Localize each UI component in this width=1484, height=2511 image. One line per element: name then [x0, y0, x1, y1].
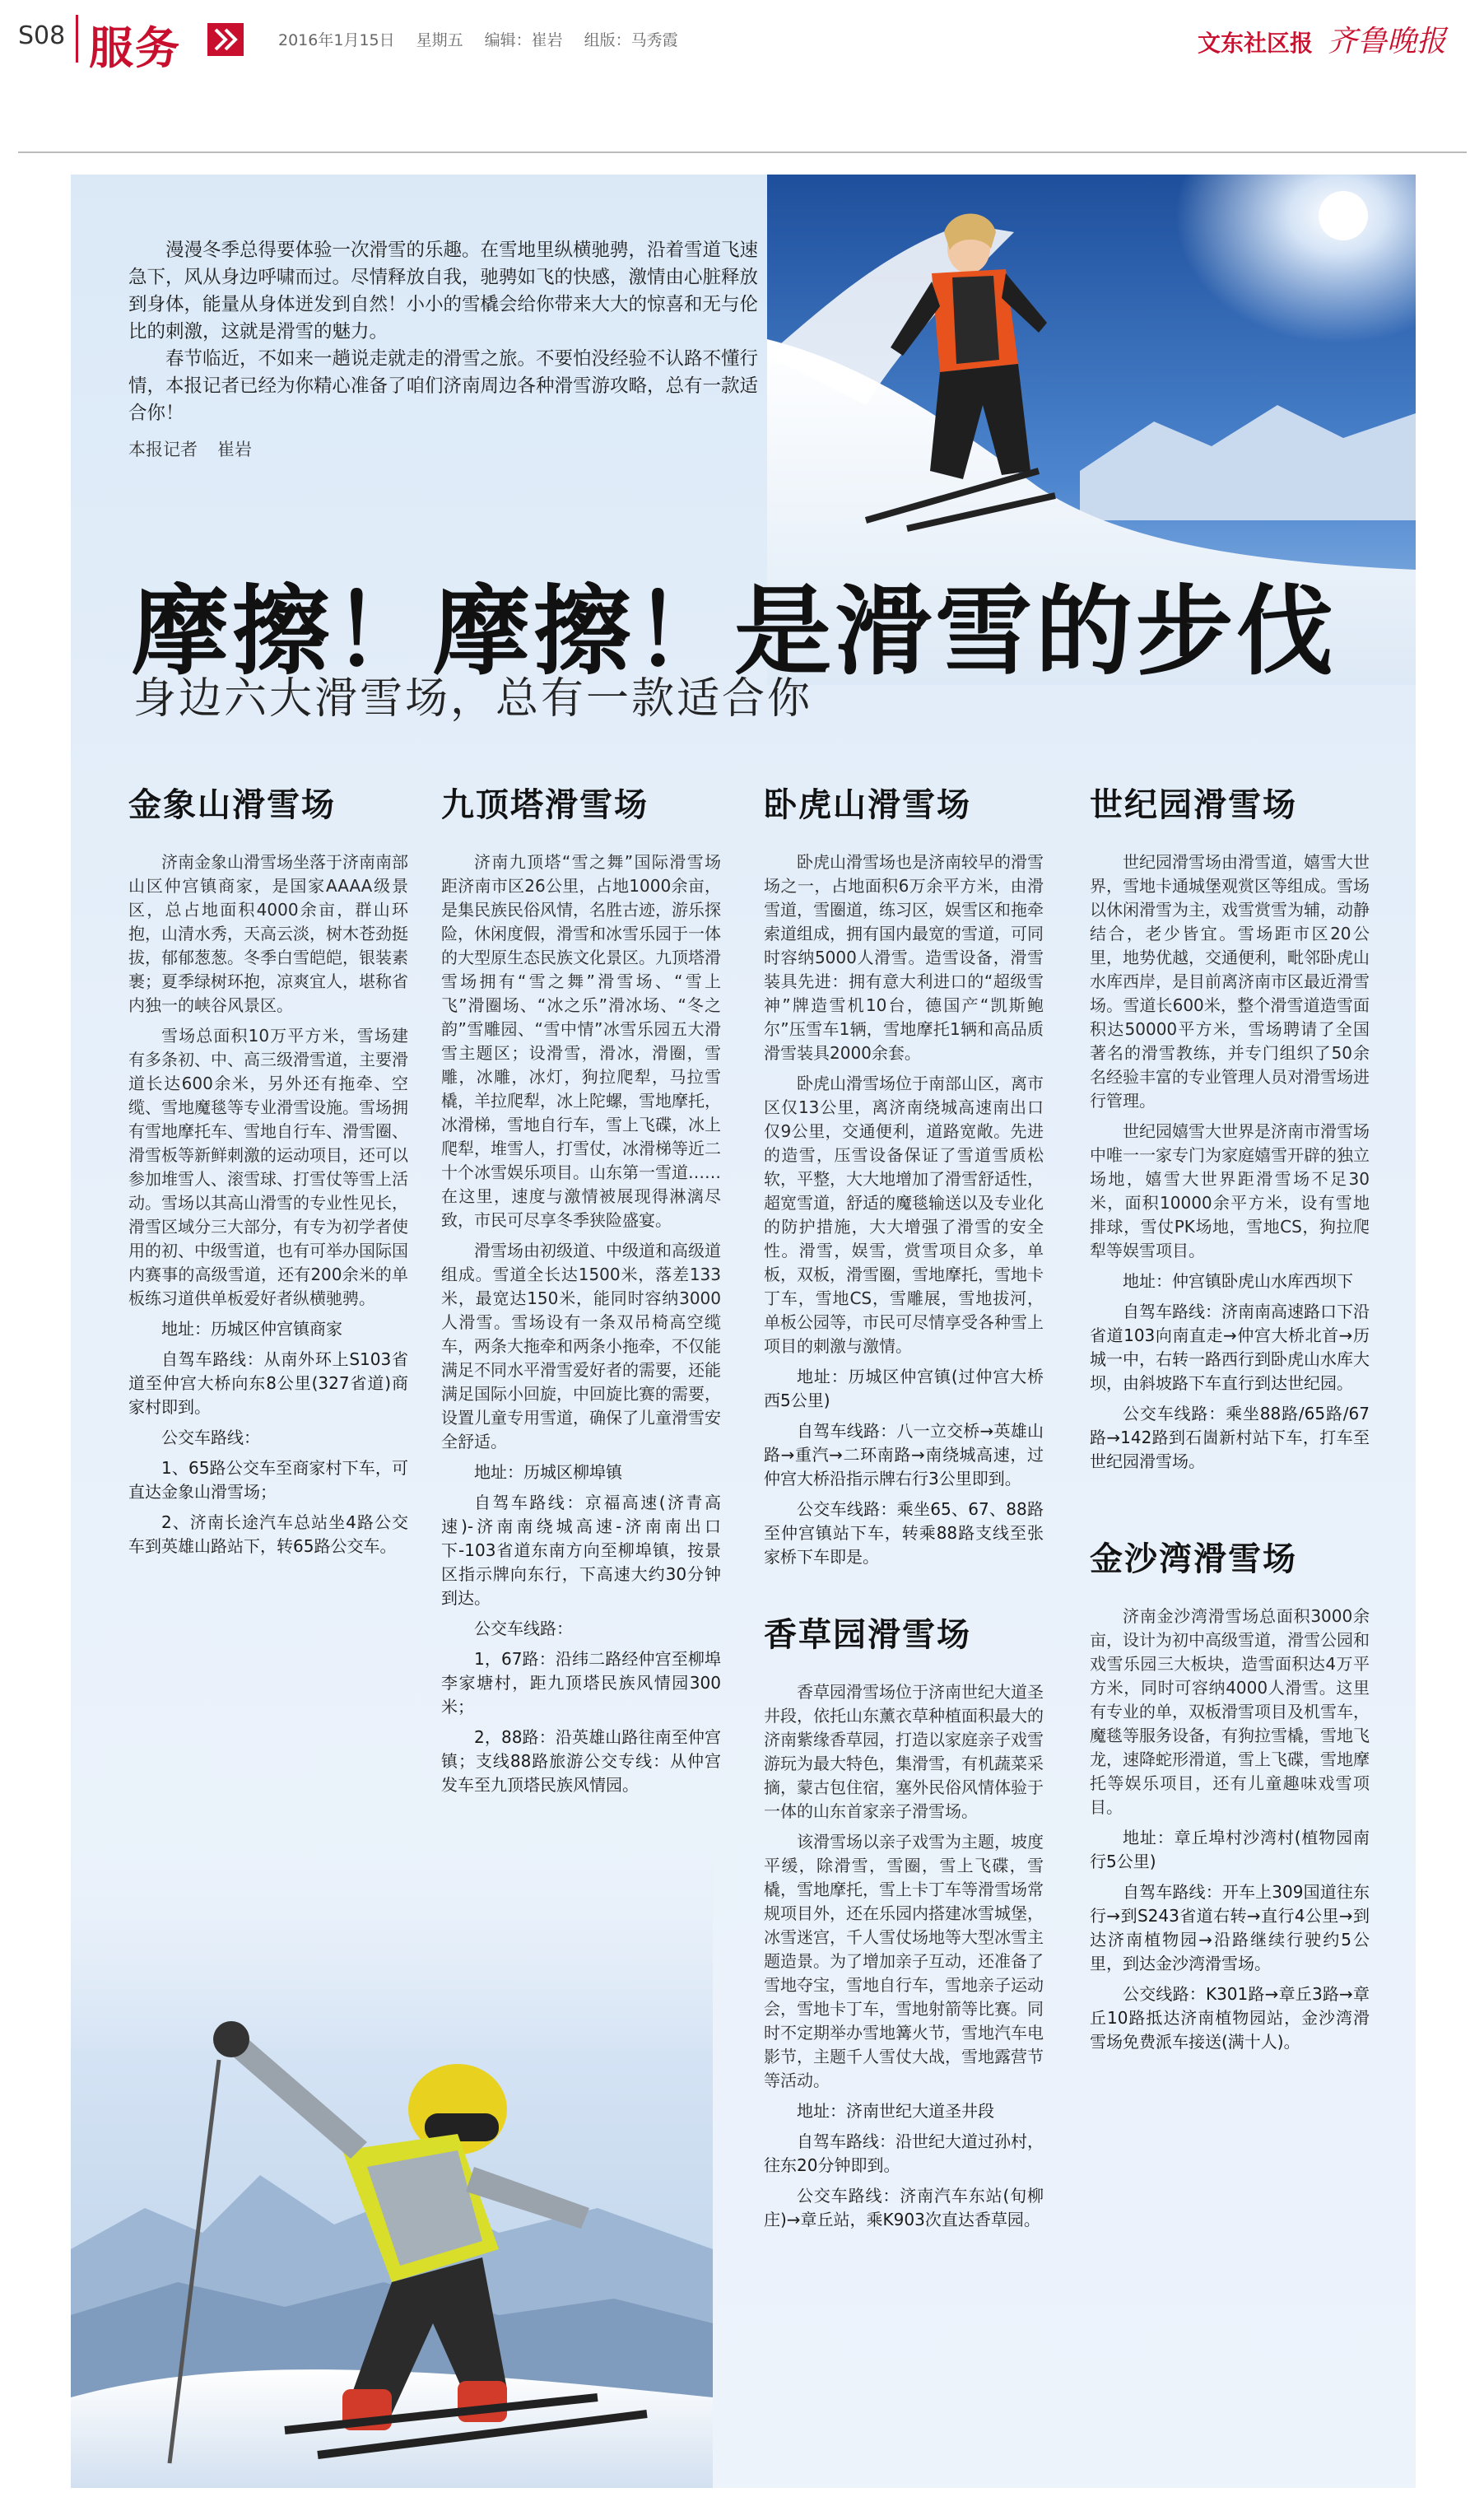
resort-xiangcaoyuan — [764, 1616, 1044, 2238]
resort-title: 九顶塔滑雪场 — [441, 786, 649, 824]
resort-address: 地址：历城区仲宫镇商家 — [161, 1319, 342, 1339]
resort-wohu — [764, 786, 1044, 1576]
resort-bus-route: 公交车线路：乘坐88路/65路/67路→142路到石崮新村站下车，打车至世纪园滑雪场。 — [1090, 1404, 1370, 1471]
resort-jiudingta — [441, 786, 721, 1804]
byline — [128, 436, 252, 461]
resort-paragraph: 该滑雪场以亲子戏雪为主题，坡度平缓，除滑雪，雪圈，雪上飞碟，雪橇，雪地摩托，雪上卡丁车等滑雪场常规项目外，还在乐园内搭建冰雪城堡，冰雪迷宫，千人雪仗场地等大型冰雪主题造景。为了增加亲子互动，还准备了雪地夺宝，雪地自行车，雪地亲子运动会，雪地卡丁车，雪地射箭等比赛。同时不定期举办雪地篝火节，雪地汽车电影节，主题千人雪仗大战，雪地露营节等活动。 — [764, 1832, 1044, 2090]
resort-paragraph: 滑雪场由初级道、中级道和高级道组成。雪道全长达1500米，落差133米，最宽达150米，能同时容纳3000人滑雪。雪场设有一条双吊椅高空缆车，两条大拖牵和两条小拖牵，不仅能满足不同水平滑雪爱好者的需要，还能满足国际小回旋，中回旋比赛的需要，设置儿童专用雪道，确保了儿童滑雪安全舒适。 — [441, 1241, 721, 1451]
resort-bus-route: 公交车线路：乘坐65、67、88路至仲宫镇站下车，转乘88路支线至张家桥下车即是。 — [764, 1499, 1044, 1567]
intro-text — [128, 237, 770, 427]
resort-jinxiang — [128, 786, 408, 1565]
issue-designer: 组版：马秀霞 — [584, 31, 678, 49]
headline-subtitle: 身边六大滑雪场，总有一款适合你 — [133, 674, 813, 724]
issue-editor: 编辑：崔岩 — [484, 31, 563, 49]
resort-drive-route: 自驾车路线：京福高速(济青高速)-济南南绕城高速-济南南出口下-103省道东南方向至柳埠镇，按景区指示牌向东行，下高速大约30分钟到达。 — [441, 1493, 721, 1608]
masthead-brand: 文东社区报 — [1197, 30, 1313, 57]
intro-paragraph: 漫漫冬季总得要体验一次滑雪的乐趣。在雪地里纵横驰骋，沿着雪道飞速急下，风从身边呼啸而过。尽情释放自我，驰骋如飞的快感，激情由心脏释放到身体，能量从身体迸发到自然！小小的雪橇会给你带来大大的惊喜和无与伦比的刺激，这就是滑雪的魅力。 — [128, 240, 759, 342]
resort-paragraph: 济南金沙湾滑雪场总面积3000余亩，设计为初中高级雪道，滑雪公园和戏雪乐园三大板块，造雪面积达4万平方米，同时可容纳4000人滑雪。这里有专业的单，双板滑雪项目及机雪车，魔毯等服务设备，有狗拉雪橇，雪地飞龙，速降蛇形滑道，雪上飞碟，雪地摩托等娱乐项目，还有儿童趣味戏雪项目。 — [1090, 1606, 1370, 1817]
resort-bus-title: 公交车路线： — [161, 1428, 260, 1447]
resort-address: 地址：历城区仲宫镇(过仲宫大桥西5公里) — [764, 1367, 1044, 1410]
resort-paragraph: 济南九顶塔“雪之舞”国际滑雪场距济南市区26公里，占地1000余亩，是集民族民俗风情，名胜古迹，游乐探险，休闲度假，滑雪和冰雪乐园于一体的大型原生态民族文化景区。九顶塔滑雪场拥有“雪之舞”滑雪场、“雪上飞”滑圈场、“冰之乐”滑冰场、“冬之韵”雪雕园、“雪中情”冰雪乐园五大滑雪主题区；设滑雪，滑冰，滑圈，雪雕，冰雕，冰灯，狗拉爬犁，马拉雪橇，羊拉爬犁，冰上陀螺，雪地摩托，冰滑梯，雪地自行车，雪上飞碟，冰上爬犁，堆雪人，打雪仗，冰滑梯等近二十个冰雪娱乐项目。山东第一雪道……在这里，速度与激情被展现得淋漓尽致，市民可尽享冬季狭险盛宴。 — [441, 852, 721, 1230]
resort-title: 香草园滑雪场 — [764, 1616, 971, 1654]
section-arrow-icon — [207, 23, 244, 56]
headline-title: 摩擦！摩擦！是滑雪的步伐 — [132, 575, 1337, 688]
resort-bus-route: 公交车路线：济南汽车东站(旬柳庄)→章丘站，乘K903次直达香草园。 — [764, 2186, 1044, 2229]
resort-shijiyuan — [1090, 786, 1370, 1480]
section-title: 服务 — [89, 22, 181, 74]
issue-date: 2016年1月15日 — [278, 31, 395, 49]
masthead — [1198, 18, 1446, 60]
resort-title: 卧虎山滑雪场 — [764, 786, 971, 824]
resort-title: 金象山滑雪场 — [128, 786, 336, 824]
header-divider — [76, 15, 78, 63]
resort-title: 世纪园滑雪场 — [1090, 786, 1297, 824]
resort-bus-title: 公交车线路： — [474, 1619, 573, 1638]
resort-drive-route: 自驾车路线：沿世纪大道过孙村，往东20分钟即到。 — [764, 2131, 1044, 2175]
resort-title: 金沙湾滑雪场 — [1090, 1540, 1297, 1578]
resort-paragraph: 世纪园滑雪场由滑雪道，嬉雪大世界，雪地卡通城堡观赏区等组成。雪场以休闲滑雪为主，戏雪赏雪为辅，动静结合，老少皆宜。雪场距市区20公里，地势优越，交通便利，毗邻卧虎山水库西岸，是目前离济南市区最近滑雪场。雪道长600米，整个滑雪道造雪面积达50000平方米，雪场聘请了全国著名的滑雪教练，并专门组织了50余名经验丰富的专业管理人员对滑雪场进行管理。 — [1090, 852, 1370, 1111]
header-rule — [18, 151, 1467, 153]
resort-bus-route: 公交线路：K301路→章丘3路→章丘10路抵达济南植物园站，金沙湾滑雪场免费派车接送(满十人)。 — [1090, 1984, 1370, 2052]
issue-weekday: 星期五 — [416, 31, 463, 49]
resort-paragraph: 香草园滑雪场位于济南世纪大道圣井段，依托山东薰衣草种植面积最大的济南紫缘香草园，打造以家庭亲子戏雪游玩为最大特色，集滑雪，有机蔬菜采摘，蒙古包住宿，塞外民俗风情体验于一体的山东首家亲子滑雪场。 — [764, 1682, 1044, 1821]
resort-drive-route: 自驾车路线：济南南高速路口下沿省道103向南直走→仲宫大桥北首→历城一中，右转一路西行到卧虎山水库大坝，由斜坡路下车直行到达世纪园。 — [1090, 1302, 1370, 1393]
resort-jinshawan — [1090, 1540, 1370, 2061]
resort-address: 地址：仲宫镇卧虎山水库西坝下 — [1123, 1271, 1353, 1291]
resort-address: 地址：历城区柳埠镇 — [474, 1462, 622, 1482]
intro-paragraph: 春节临近，不如来一趟说走就走的滑雪之旅。不要怕没经验不认路不懂行情，本报记者已经为你精心准备了咱们济南周边各种滑雪游攻略，总有一款适合你！ — [128, 348, 759, 424]
feature-panel — [71, 175, 1416, 2488]
resort-paragraph: 雪场总面积10万平方米，雪场建有多条初、中、高三级滑雪道，主要滑道长达600余米，另外还有拖牵、空缆、雪地魔毯等专业滑雪设施。雪场拥有雪地摩托车、雪地自行车、滑雪圈、滑雪板等新鲜刺激的运动项目，还可以参加堆雪人、滚雪球、打雪仗等雪上活动。雪场以其高山滑雪的专业性见长，滑雪区域分三大部分，有专为初学者使用的初、中级雪道，也有可举办国际国内赛事的高级雪道，还有200余米的单板练习道供单板爱好者纵横驰骋。 — [128, 1026, 408, 1308]
resort-bus-route: 1，67路：沿纬二路经仲宫至柳埠李家塘村，距九顶塔民族风情园300米； — [441, 1649, 721, 1717]
byline-name: 崔岩 — [217, 440, 252, 459]
resort-drive-route: 自驾车路线：开车上309国道往东行→到S243省道右转→直行4公里→到达济南植物园→沿路继续行驶约5公里，到达金沙湾滑雪场。 — [1090, 1882, 1370, 1973]
resort-address: 地址：济南世纪大道圣井段 — [797, 2101, 994, 2121]
resort-paragraph: 济南金象山滑雪场坐落于济南南部山区仲宫镇商家，是国家AAAA级景区，总占地面积4000余亩，群山环抱，山清水秀，天高云淡，树木苍劲挺拔，郁郁葱葱。冬季白雪皑皑，银装素裹；夏季绿树环抱，凉爽宜人，堪称省内独一的峡谷风景区。 — [128, 852, 408, 1015]
resort-drive-route: 自驾车路线：从南外环上S103省道至仲宫大桥向东8公里(327省道)商家村即到。 — [128, 1349, 408, 1417]
resort-paragraph: 卧虎山滑雪场也是济南较早的滑雪场之一，占地面积6万余平方米，由滑雪道，雪圈道，练习区，娱雪区和拖牵索道组成，拥有国内最宽的雪道，可同时容纳5000人滑雪。造雪设备，滑雪装具先进：拥有意大利进口的“超级雪神”牌造雪机10台，德国产“凯斯鲍尔”压雪车1辆，雪地摩托1辆和高品质滑雪装具2000余套。 — [764, 852, 1044, 1063]
resort-address: 地址：章丘埠村沙湾村(植物园南行5公里) — [1090, 1828, 1370, 1871]
newspaper-logo: 齐鲁晚报 — [1327, 25, 1446, 58]
page-number: S08 — [18, 21, 66, 50]
resort-bus-route: 2，88路：沿英雄山路往南至仲宫镇；支线88路旅游公交专线：从仲宫发车至九顶塔民族风情园。 — [441, 1727, 721, 1795]
byline-label: 本报记者 — [128, 440, 198, 459]
resort-bus-route: 1、65路公交车至商家村下车，可直达金象山滑雪场； — [128, 1458, 408, 1502]
resort-paragraph: 卧虎山滑雪场位于南部山区，离市区仅13公里，离济南绕城高速南出口仅9公里，交通便利，道路宽敞。先进的造雪，压雪设备保证了雪道雪质松软，平整，大大地增加了滑雪舒适性，超宽雪道，舒适的魔毯输送以及专业化的防护措施，大大增强了滑雪的安全性。滑雪，娱雪，赏雪项目众多，单板，双板，滑雪圈，雪地摩托，雪地卡丁车，雪地CS，雪雕展，雪地拔河，单板公园等，市民可尽情享受各种雪上项目的刺激与激情。 — [764, 1074, 1044, 1356]
resort-paragraph: 世纪园嬉雪大世界是济南市滑雪场中唯一一家专门为家庭嬉雪开辟的独立场地，嬉雪大世界距滑雪场不足30米，面积10000余平方米，设有雪地排球，雪仗PK场地，雪地CS，狗拉爬犁等娱雪项目。 — [1090, 1121, 1370, 1260]
issue-meta — [278, 28, 678, 50]
resort-bus-route: 2、济南长途汽车总站坐4路公交车到英雄山路站下，转65路公交车。 — [128, 1512, 408, 1556]
resort-drive-route: 自驾车线路：八一立交桥→英雄山路→重汽→二环南路→南绕城高速，过仲宫大桥沿指示牌右行3公里即到。 — [764, 1421, 1044, 1488]
